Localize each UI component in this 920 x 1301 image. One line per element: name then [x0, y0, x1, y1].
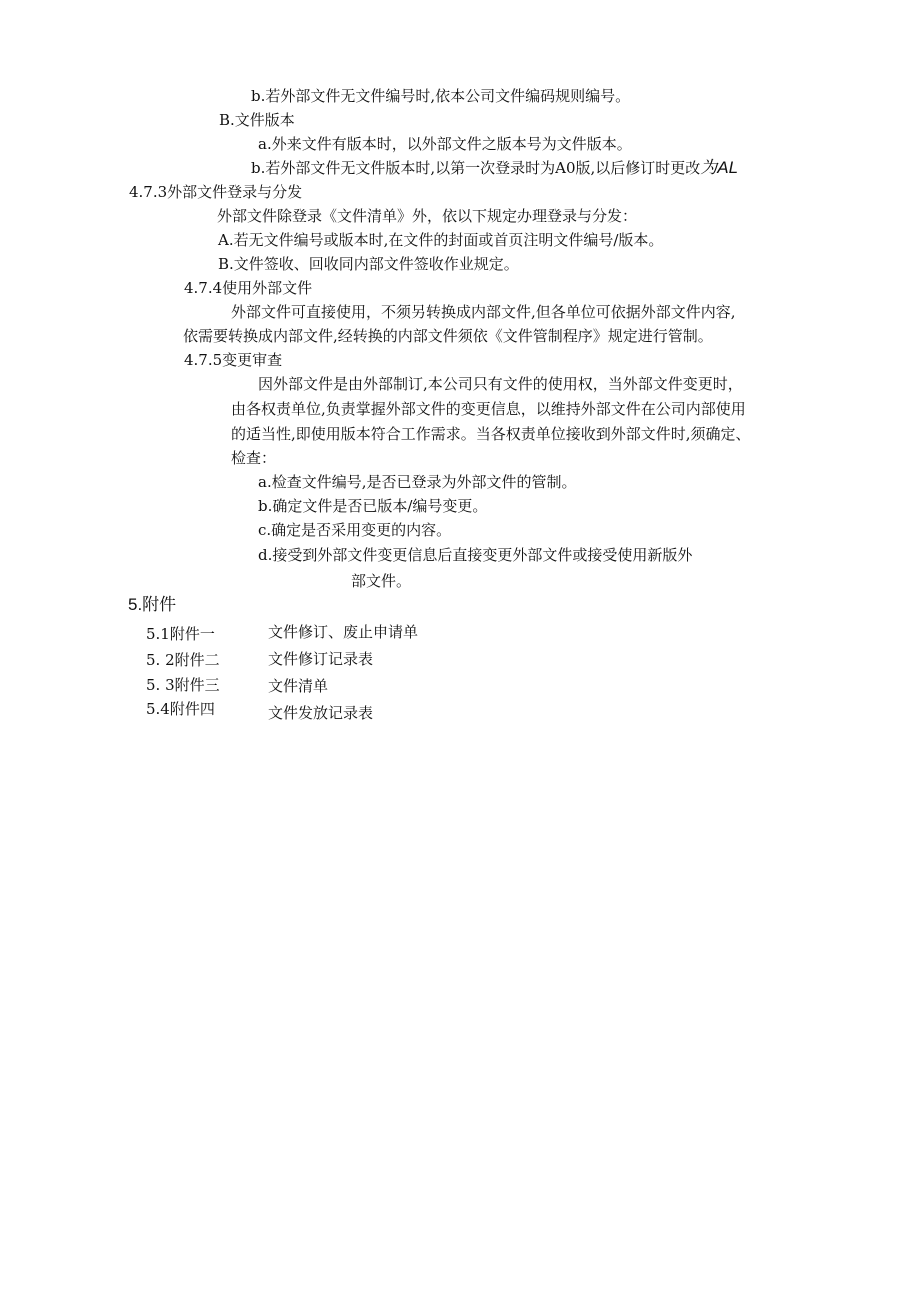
paragraph-line: 的适当性,即使用版本符合工作需求。当各权责单位接收到外部文件时,须确定、 — [231, 425, 751, 443]
paragraph-line: 因外部文件是由外部制订,本公司只有文件的使用权，当外部文件变更时， — [258, 375, 743, 393]
paragraph-line: A.若无文件编号或版本时,在文件的封面或首页注明文件编号/版本。 — [218, 231, 664, 249]
section-heading: 4.7.4使用外部文件 — [184, 279, 313, 297]
list-item: d.接受到外部文件变更信息后直接变更外部文件或接受使用新版外 — [258, 546, 693, 564]
paragraph-text: b.若外部文件无文件版本时,以第一次登录时为A0版,以后修订时更改 — [251, 159, 701, 177]
attachment-name: 文件清单 — [268, 677, 329, 695]
section-heading: 4.7.5变更审查 — [184, 351, 283, 369]
attachment-number: 5.1附件一 — [146, 625, 215, 643]
list-item: c.确定是否采用变更的内容。 — [258, 521, 452, 539]
subheading: B.文件版本 — [219, 111, 295, 129]
list-item-continuation: 部文件。 — [351, 572, 412, 590]
attachment-name: 文件修订、废止申请单 — [268, 623, 419, 641]
paragraph-line: B.文件签收、回收同内部文件签收作业规定。 — [218, 255, 519, 273]
paragraph-line: 检查： — [231, 449, 277, 467]
paragraph-line: 依需要转换成内部文件,经转换的内部文件须依《文件管制程序》规定进行管制。 — [183, 327, 713, 345]
attachment-name: 文件修订记录表 — [268, 650, 374, 668]
paragraph-line — [251, 158, 738, 178]
attachment-number: 5.4附件四 — [146, 700, 215, 718]
section-heading: 4.7.3外部文件登录与分发 — [129, 183, 303, 201]
attachment-name: 文件发放记录表 — [268, 704, 374, 722]
attachment-number: 5. 3附件三 — [146, 676, 220, 694]
attachment-number: 5. 2附件二 — [146, 651, 220, 669]
section-5-heading: 5.附件 — [128, 595, 177, 614]
list-item: b.确定文件是否已版本/编号变更。 — [258, 497, 488, 515]
paragraph-line: 由各权责单位,负责掌握外部文件的变更信息，以维持外部文件在公司内部使用 — [231, 400, 746, 418]
paragraph-line: 外部文件除登录《文件清单》外，依以下规定办理登录与分发： — [217, 207, 638, 225]
paragraph-line: 外部文件可直接使用，不须另转换成内部文件,但各单位可依据外部文件内容, — [231, 303, 736, 321]
paragraph-text-tail: 为AL — [700, 158, 739, 177]
paragraph-line: b.若外部文件无文件编号时,依本公司文件编码规则编号。 — [251, 87, 631, 105]
list-item: a.检查文件编号,是否已登录为外部文件的管制。 — [258, 473, 577, 491]
paragraph-line: a.外来文件有版本时，以外部文件之版本号为文件版本。 — [258, 135, 632, 153]
